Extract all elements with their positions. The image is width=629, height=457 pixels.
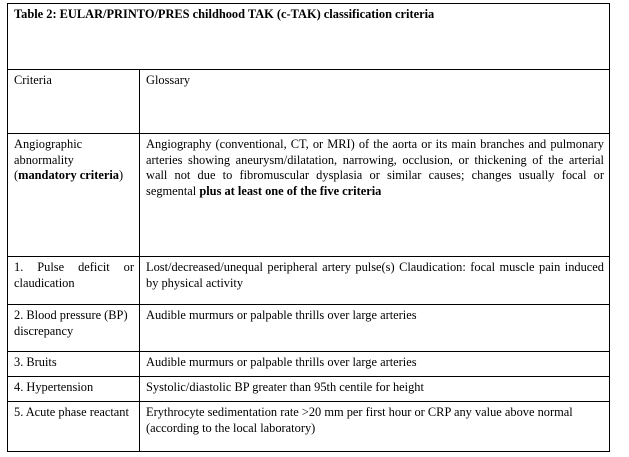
glossary-cell: Lost/decreased/unequal peripheral artery pulse(s) Claudication: focal muscle pain induced by physical activity: [140, 257, 610, 305]
glossary-cell: Audible murmurs or palpable thrills over large arteries: [140, 305, 610, 352]
criteria-cell: 4. Hypertension: [8, 377, 140, 402]
table-row: [8, 305, 610, 352]
table-row: [8, 134, 610, 257]
table-row: [8, 377, 610, 402]
table-title: Table 2: EULAR/PRINTO/PRES childhood TAK (c-TAK) classification criteria: [8, 4, 610, 70]
glossary-cell: Audible murmurs or palpable thrills over large arteries: [140, 352, 610, 377]
glossary-cell: Erythrocyte sedimentation rate >20 mm per first hour or CRP any value above normal (according to the local laboratory): [140, 402, 610, 452]
glossary-cell: Systolic/diastolic BP greater than 95th centile for height: [140, 377, 610, 402]
criteria-cell: Angiographic abnormality (mandatory criteria): [8, 134, 140, 257]
header-criteria: Criteria: [8, 70, 140, 134]
header-glossary: Glossary: [140, 70, 610, 134]
table-row: [8, 257, 610, 305]
table-row: [8, 352, 610, 377]
criteria-cell: 3. Bruits: [8, 352, 140, 377]
criteria-cell: 5. Acute phase reactant: [8, 402, 140, 452]
glossary-cell: Angiography (conventional, CT, or MRI) of the aorta or its main branches and pulmonary arteries showing aneurysm/dilatation, narrowing, occlusion, or thickening of the arterial wall not due to fibromuscular dysplasia or similar causes; changes usually focal or segmental plus at least one of the five criteria: [140, 134, 610, 257]
criteria-table: [7, 3, 610, 452]
criteria-cell: 1. Pulse deficit or claudication: [8, 257, 140, 305]
table-title-row: [8, 4, 610, 70]
table-header-row: [8, 70, 610, 134]
criteria-cell: 2. Blood pressure (BP) discrepancy: [8, 305, 140, 352]
table-row: [8, 402, 610, 452]
